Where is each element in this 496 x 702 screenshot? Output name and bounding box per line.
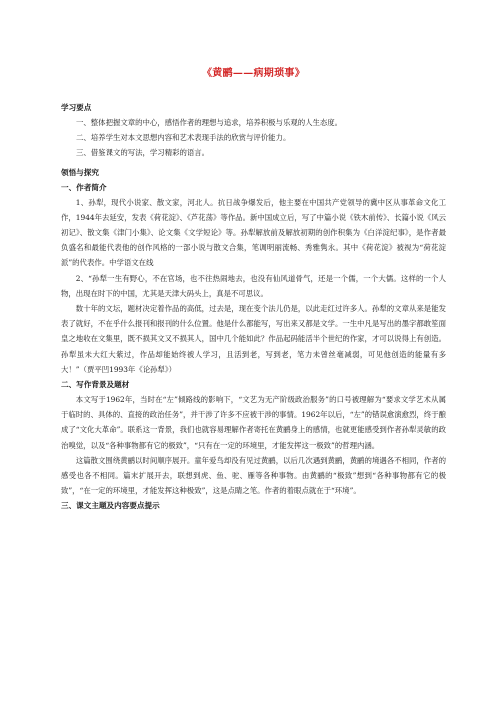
author-paragraph: 数十年的文坛，题材决定着作品的高低，过去是，现在变个法儿仍是，以此走红过许多人。孙犁的文章从来是能发表了就好，不在乎什么报刊和报刊的什么位置。他是什么都能写，写出来又都是文学。一生中凡是写出的墨字都敢笙面皇之地收在文集里，既不损其文又不损其人，国中几个能如此？作品起码能活半个世纪的作家，才可以说得上有创造。孙犁虽未大红大紫过，作品却能始终被人学习，且活到老，写到老，笔力未曾丝毫减弱，可见他创造的能量有多大！”（贾平凹1993年《论孙犁》）	[61, 304, 446, 374]
author-heading: 一、作者简介	[61, 182, 107, 192]
goal-item: 三、借鉴课文的写法，学习精彩的语言。	[76, 148, 210, 158]
author-paragraph: 2、“孙犁一生有野心，不在官场，也不往热闹地去，也没有仙风道骨气，还是一个儒，一个大儒。这样的一个人物，出现在时下的中国，尤其是天津大码头上，真是不可思议。	[61, 273, 446, 298]
background-paragraph: 这篇散文围绕黄鹂以时间顺序展开。童年爱鸟却没有见过黄鹂，以后几次遇到黄鹂，黄鹂的境遇各不相同，作者的感受也各不相同。篇末扩展开去，联想到虎、鱼、驼、雁等各种事物。由黄鹂的“极致”想到“各种事物都有它的极致”，“在一定的环境里，才能发挥这种极致”，这是点睛之笔。作者的着眼点就在于“环境”。	[61, 455, 446, 496]
goal-item: 一、整体把握文章的中心，感悟作者的理想与追求，培养积极与乐观的人生态度。	[76, 118, 343, 127]
goal-item: 二、培养学生对本文思想内容和艺术表现手法的欣赏与评价能力。	[76, 133, 291, 143]
explore-heading: 领悟与探究	[61, 167, 99, 177]
author-paragraph: 1、孙犁，现代小说家、散文家，河北人。抗日战争爆发后，他主要在中国共产党领导的冀中区从事革命文化工作，1944年去延安，发表《荷花淀》、《芦花荡》等作品。新中国成立后，写了中篇小说《铁木前传》、长篇小说《风云初记》、散文集《津门小集》、论文集《文学短论》等。孙犁解放前及解放初期的创作积集为《白洋淀纪事》，是作者最负盛名和最能代表他的创作风格的一部小说与散文合集，笔调明丽流畅、秀雅隽永。其中《荷花淀》被视为“荷花淀派”的代表作。中学语文在线	[61, 197, 446, 268]
background-heading: 二、写作背景及题材	[61, 380, 130, 390]
background-paragraph: 本文写于1962年，当时在“左”倾路线的影响下，“文艺为无产阶级政治服务”的口号被理解为“要求文学艺术从属于临时的、具体的、直接的政治任务”，并干涉了许多不应被干涉的事情。1962年以后，“左”的错误愈演愈烈，终于酿成了“文化大革命”。联系这一背景，我们也就容易理解作者寄托在黄鹂身上的感情，也就更能感受到作者孙犁灵敏的政治嗅觉，以及“各种事物都有它的极致”，“只有在一定的环境里，才能发挥这一极致”的哲理内涵。	[61, 395, 446, 450]
theme-heading: 三、课文主题及内容要点提示	[61, 501, 160, 511]
document-title: 《黄鹂——病期琐事》	[202, 68, 305, 79]
goals-heading: 学习要点	[61, 103, 92, 112]
